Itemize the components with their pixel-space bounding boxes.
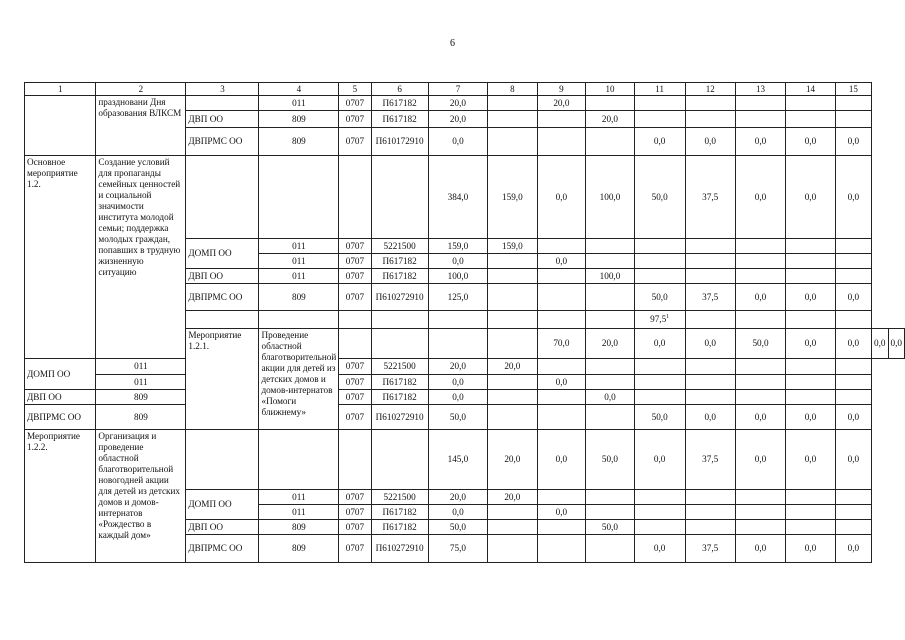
section-code: 0707 <box>339 239 371 254</box>
value-total: 0,0 <box>428 375 487 390</box>
value-cell <box>488 535 537 563</box>
target-code: 5221500 <box>371 239 428 254</box>
value-cell <box>586 311 635 329</box>
value-cell <box>586 405 635 430</box>
value-cell: 0,0 <box>735 430 785 490</box>
value-cell: 0,0 <box>786 284 836 311</box>
value-cell <box>586 128 635 156</box>
col-header: 4 <box>259 83 339 96</box>
value-cell: 0,0 <box>786 156 836 239</box>
value-cell: 0,0 <box>537 156 586 239</box>
value-cell <box>488 284 537 311</box>
col-header: 2 <box>96 83 186 96</box>
value-cell <box>537 128 586 156</box>
value-cell: 0,0 <box>786 128 836 156</box>
target-code: П610172910 <box>371 128 428 156</box>
value-cell <box>685 505 735 520</box>
table-row <box>25 96 905 111</box>
value-cell: 0,0 <box>685 405 735 430</box>
target-code: П610272910 <box>371 284 428 311</box>
value-cell <box>735 520 785 535</box>
footnoted-value: 97,5 <box>650 314 667 324</box>
grbs-code <box>259 156 339 239</box>
footnote-mark: 1 <box>666 313 670 320</box>
value-total: 384,0 <box>428 156 487 239</box>
grbs-code: 011 <box>96 375 186 390</box>
value-cell <box>685 359 735 375</box>
col-header: 14 <box>786 83 836 96</box>
value-total: 0,0 <box>428 254 487 269</box>
value-cell <box>786 520 836 535</box>
section-code: 0707 <box>339 269 371 284</box>
activity-description: Проведение областной благотворительной акции для детей из детских домов и домов-интернатов «Помоги ближнему» <box>259 329 339 430</box>
executor-cell <box>339 329 371 359</box>
value-total: 145,0 <box>428 430 487 490</box>
value-cell <box>488 128 537 156</box>
value-cell <box>786 254 836 269</box>
value-cell: 0,0 <box>735 405 785 430</box>
value-cell: 0,0 <box>735 535 785 563</box>
value-cell <box>685 390 735 405</box>
value-cell <box>634 375 685 390</box>
value-cell: 0,0 <box>786 535 836 563</box>
value-cell <box>735 254 785 269</box>
col-header: 11 <box>634 83 685 96</box>
target-code: 5221500 <box>371 490 428 505</box>
value-cell <box>685 269 735 284</box>
value-cell: 159,0 <box>488 239 537 254</box>
value-cell: 0,0 <box>634 535 685 563</box>
section-code <box>339 311 371 329</box>
value-total: 20,0 <box>428 111 487 128</box>
executor-cell <box>186 311 259 329</box>
activity-description: праздновани Дня образования ВЛКСМ <box>96 96 186 156</box>
value-cell <box>835 269 871 284</box>
value-cell: 159,0 <box>488 156 537 239</box>
executor-cell: ДВП ОО <box>186 111 259 128</box>
value-cell <box>488 269 537 284</box>
grbs-code <box>259 430 339 490</box>
grbs-code: 809 <box>96 405 186 430</box>
value-cell <box>685 111 735 128</box>
value-cell <box>586 254 635 269</box>
target-code <box>371 311 428 329</box>
target-code <box>488 329 537 359</box>
executor-cell: ДВПРМС ОО <box>186 128 259 156</box>
value-total: 159,0 <box>428 239 487 254</box>
target-code <box>371 430 428 490</box>
value-cell <box>537 359 586 375</box>
value-cell <box>634 269 685 284</box>
activity-description: Создание условий для пропаганды семейных ценностей и социальной значимости института молодой семьи; поддержка молодых граждан, попавших в трудную жизненную ситуацию <box>96 156 186 359</box>
executor-cell <box>186 96 259 111</box>
activity-name-cell <box>25 96 96 156</box>
value-cell <box>835 490 871 505</box>
target-code: П617182 <box>371 96 428 111</box>
value-cell: 0,0 <box>634 430 685 490</box>
grbs-code: 011 <box>259 96 339 111</box>
value-total: 0,0 <box>428 390 487 405</box>
value-cell <box>786 390 836 405</box>
target-code: П610272910 <box>371 405 428 430</box>
activity-description: Организация и проведение областной благотворительной новогодней акции для детей из детских домов и домов-интернатов «Рождество в каждый дом» <box>96 430 186 563</box>
section-code <box>339 430 371 490</box>
target-code: П617182 <box>371 269 428 284</box>
activity-name: Мероприятие 1.2.2. <box>25 430 96 563</box>
value-cell: 50,0 <box>634 405 685 430</box>
value-cell: 50,0 <box>634 284 685 311</box>
value-cell: 50,0 <box>586 520 635 535</box>
value-cell: 0,0 <box>735 284 785 311</box>
executor-cell: ДОМП ОО <box>186 490 259 520</box>
executor-cell: ДВПРМС ОО <box>186 535 259 563</box>
value-cell <box>537 239 586 254</box>
value-cell-footnoted <box>634 311 685 329</box>
value-cell <box>685 490 735 505</box>
value-cell: 0,0 <box>735 156 785 239</box>
value-cell: 0,0 <box>537 254 586 269</box>
value-cell <box>634 490 685 505</box>
value-cell <box>488 405 537 430</box>
section-code: 0707 <box>339 405 371 430</box>
value-cell <box>786 239 836 254</box>
table-row <box>25 375 905 390</box>
value-cell: 0,0 <box>786 329 836 359</box>
grbs-code: 809 <box>259 520 339 535</box>
value-cell: 20,0 <box>586 111 635 128</box>
value-cell: 0,0 <box>835 405 871 430</box>
value-cell: 0,0 <box>835 535 871 563</box>
section-code: 0707 <box>339 375 371 390</box>
value-cell <box>685 239 735 254</box>
value-total: 20,0 <box>428 490 487 505</box>
value-cell <box>685 311 735 329</box>
value-cell <box>735 239 785 254</box>
value-cell: 0,0 <box>835 430 871 490</box>
value-cell <box>735 111 785 128</box>
value-cell <box>735 505 785 520</box>
value-cell: 20,0 <box>537 96 586 111</box>
value-cell <box>634 111 685 128</box>
value-cell <box>634 390 685 405</box>
value-cell: 0,0 <box>685 128 735 156</box>
value-cell <box>735 311 785 329</box>
grbs-code <box>259 311 339 329</box>
grbs-code <box>371 329 428 359</box>
target-code: П617182 <box>371 254 428 269</box>
value-cell: 0,0 <box>735 128 785 156</box>
col-header: 7 <box>428 83 487 96</box>
value-cell <box>537 520 586 535</box>
value-cell <box>537 269 586 284</box>
value-cell <box>835 505 871 520</box>
section-code <box>339 156 371 239</box>
value-cell <box>634 239 685 254</box>
col-header: 6 <box>371 83 428 96</box>
value-cell <box>685 254 735 269</box>
value-cell: 0,0 <box>786 430 836 490</box>
value-total <box>428 311 487 329</box>
section-code: 0707 <box>339 359 371 375</box>
value-total: 50,0 <box>428 405 487 430</box>
value-cell <box>586 490 635 505</box>
value-cell <box>634 520 685 535</box>
col-header: 9 <box>537 83 586 96</box>
section-code: 0707 <box>339 490 371 505</box>
value-cell: 0,0 <box>835 128 871 156</box>
value-cell <box>835 111 871 128</box>
grbs-code: 809 <box>259 284 339 311</box>
value-cell <box>786 96 836 111</box>
value-cell: 20,0 <box>586 329 635 359</box>
value-cell <box>488 390 537 405</box>
value-cell <box>586 359 635 375</box>
value-cell <box>835 311 871 329</box>
executor-cell: ДВПРМС ОО <box>25 405 96 430</box>
value-cell: 0,0 <box>537 430 586 490</box>
value-cell <box>537 490 586 505</box>
executor-cell: ДОМП ОО <box>186 239 259 269</box>
value-total: 50,0 <box>428 520 487 535</box>
value-cell <box>835 359 871 375</box>
value-cell: 0,0 <box>537 375 586 390</box>
executor-cell <box>186 156 259 239</box>
value-cell <box>488 505 537 520</box>
value-cell <box>634 96 685 111</box>
section-code: 0707 <box>339 520 371 535</box>
grbs-code: 011 <box>259 505 339 520</box>
value-cell <box>786 505 836 520</box>
target-code: П617182 <box>371 505 428 520</box>
value-cell <box>786 359 836 375</box>
grbs-code: 809 <box>259 128 339 156</box>
value-cell <box>537 311 586 329</box>
value-cell <box>586 375 635 390</box>
table-row <box>25 390 905 405</box>
col-header: 8 <box>488 83 537 96</box>
value-total: 0,0 <box>428 128 487 156</box>
value-cell <box>488 520 537 535</box>
value-cell: 0,0 <box>872 329 888 359</box>
target-code: П610272910 <box>371 535 428 563</box>
col-header: 15 <box>835 83 871 96</box>
grbs-code: 809 <box>259 111 339 128</box>
value-total: 75,0 <box>428 535 487 563</box>
value-cell <box>685 520 735 535</box>
executor-cell: ДВП ОО <box>186 269 259 284</box>
value-cell <box>488 111 537 128</box>
value-cell <box>634 254 685 269</box>
executor-cell: ДВП ОО <box>25 390 96 405</box>
section-code: 0707 <box>339 254 371 269</box>
col-header: 10 <box>586 83 635 96</box>
value-total: 70,0 <box>537 329 586 359</box>
value-cell <box>735 375 785 390</box>
value-cell <box>634 359 685 375</box>
value-cell: 37,5 <box>685 535 735 563</box>
value-cell: 20,0 <box>488 359 537 375</box>
value-cell <box>586 239 635 254</box>
grbs-code: 011 <box>259 490 339 505</box>
grbs-code: 809 <box>96 390 186 405</box>
value-cell <box>786 490 836 505</box>
value-cell: 0,0 <box>835 329 871 359</box>
page-number: 6 <box>450 38 455 49</box>
grbs-code: 011 <box>259 254 339 269</box>
budget-table <box>24 82 905 563</box>
value-cell <box>786 111 836 128</box>
section-code: 0707 <box>339 390 371 405</box>
col-header: 13 <box>735 83 785 96</box>
value-cell <box>634 505 685 520</box>
col-header: 3 <box>186 83 259 96</box>
value-cell <box>537 535 586 563</box>
value-cell <box>586 535 635 563</box>
value-cell <box>835 390 871 405</box>
value-cell <box>835 96 871 111</box>
section-code: 0707 <box>339 535 371 563</box>
value-cell <box>685 375 735 390</box>
table-row <box>25 430 905 490</box>
value-cell: 0,0 <box>586 390 635 405</box>
value-cell: 100,0 <box>586 156 635 239</box>
value-cell: 37,5 <box>685 430 735 490</box>
grbs-code: 011 <box>96 359 186 375</box>
value-cell: 0,0 <box>888 329 904 359</box>
value-cell <box>488 254 537 269</box>
value-cell: 0,0 <box>835 156 871 239</box>
value-cell: 0,0 <box>685 329 735 359</box>
value-cell: 20,0 <box>488 430 537 490</box>
value-cell <box>835 239 871 254</box>
activity-name: Основное мероприятие 1.2. <box>25 156 96 359</box>
value-cell: 50,0 <box>735 329 785 359</box>
section-code: 0707 <box>339 505 371 520</box>
value-total: 0,0 <box>428 505 487 520</box>
column-header-row <box>25 83 905 96</box>
value-cell: 0,0 <box>537 505 586 520</box>
value-cell <box>735 96 785 111</box>
value-cell <box>835 254 871 269</box>
value-cell <box>786 269 836 284</box>
value-cell <box>786 375 836 390</box>
value-cell <box>835 375 871 390</box>
value-cell: 50,0 <box>634 156 685 239</box>
section-code: 0707 <box>339 111 371 128</box>
value-total: 125,0 <box>428 284 487 311</box>
target-code: П617182 <box>371 520 428 535</box>
value-cell <box>488 375 537 390</box>
section-code: 0707 <box>339 284 371 311</box>
value-cell: 0,0 <box>835 284 871 311</box>
section-code: 0707 <box>339 128 371 156</box>
value-cell <box>586 96 635 111</box>
value-cell <box>586 505 635 520</box>
value-total: 20,0 <box>428 359 487 375</box>
value-total: 100,0 <box>428 269 487 284</box>
value-cell: 37,5 <box>685 156 735 239</box>
value-cell <box>488 96 537 111</box>
activity-name: Мероприятие 1.2.1. <box>186 329 259 430</box>
value-cell: 0,0 <box>634 128 685 156</box>
value-cell <box>488 311 537 329</box>
value-cell <box>835 520 871 535</box>
value-cell <box>685 96 735 111</box>
value-cell <box>786 311 836 329</box>
col-header: 5 <box>339 83 371 96</box>
target-code: П617182 <box>371 375 428 390</box>
value-cell <box>537 405 586 430</box>
target-code: 5221500 <box>371 359 428 375</box>
value-cell <box>537 390 586 405</box>
value-cell <box>735 490 785 505</box>
value-cell <box>735 269 785 284</box>
value-cell <box>586 284 635 311</box>
grbs-code: 809 <box>259 535 339 563</box>
value-cell <box>735 390 785 405</box>
section-code <box>428 329 487 359</box>
table-row <box>25 359 905 375</box>
table-row <box>25 156 905 239</box>
value-cell: 0,0 <box>634 329 685 359</box>
executor-cell: ДВПРМС ОО <box>186 284 259 311</box>
value-cell: 37,5 <box>685 284 735 311</box>
value-cell <box>537 284 586 311</box>
executor-cell: ДВП ОО <box>186 520 259 535</box>
table-row <box>25 405 905 430</box>
value-cell: 50,0 <box>586 430 635 490</box>
grbs-code: 011 <box>259 269 339 284</box>
col-header: 12 <box>685 83 735 96</box>
value-cell <box>537 111 586 128</box>
executor-cell: ДОМП ОО <box>25 359 96 390</box>
executor-cell <box>186 430 259 490</box>
value-cell: 100,0 <box>586 269 635 284</box>
target-code: П617182 <box>371 390 428 405</box>
target-code <box>371 156 428 239</box>
value-cell: 0,0 <box>786 405 836 430</box>
section-code: 0707 <box>339 96 371 111</box>
grbs-code: 011 <box>259 239 339 254</box>
col-header: 1 <box>25 83 96 96</box>
value-cell: 20,0 <box>488 490 537 505</box>
value-total: 20,0 <box>428 96 487 111</box>
value-cell <box>735 359 785 375</box>
target-code: П617182 <box>371 111 428 128</box>
